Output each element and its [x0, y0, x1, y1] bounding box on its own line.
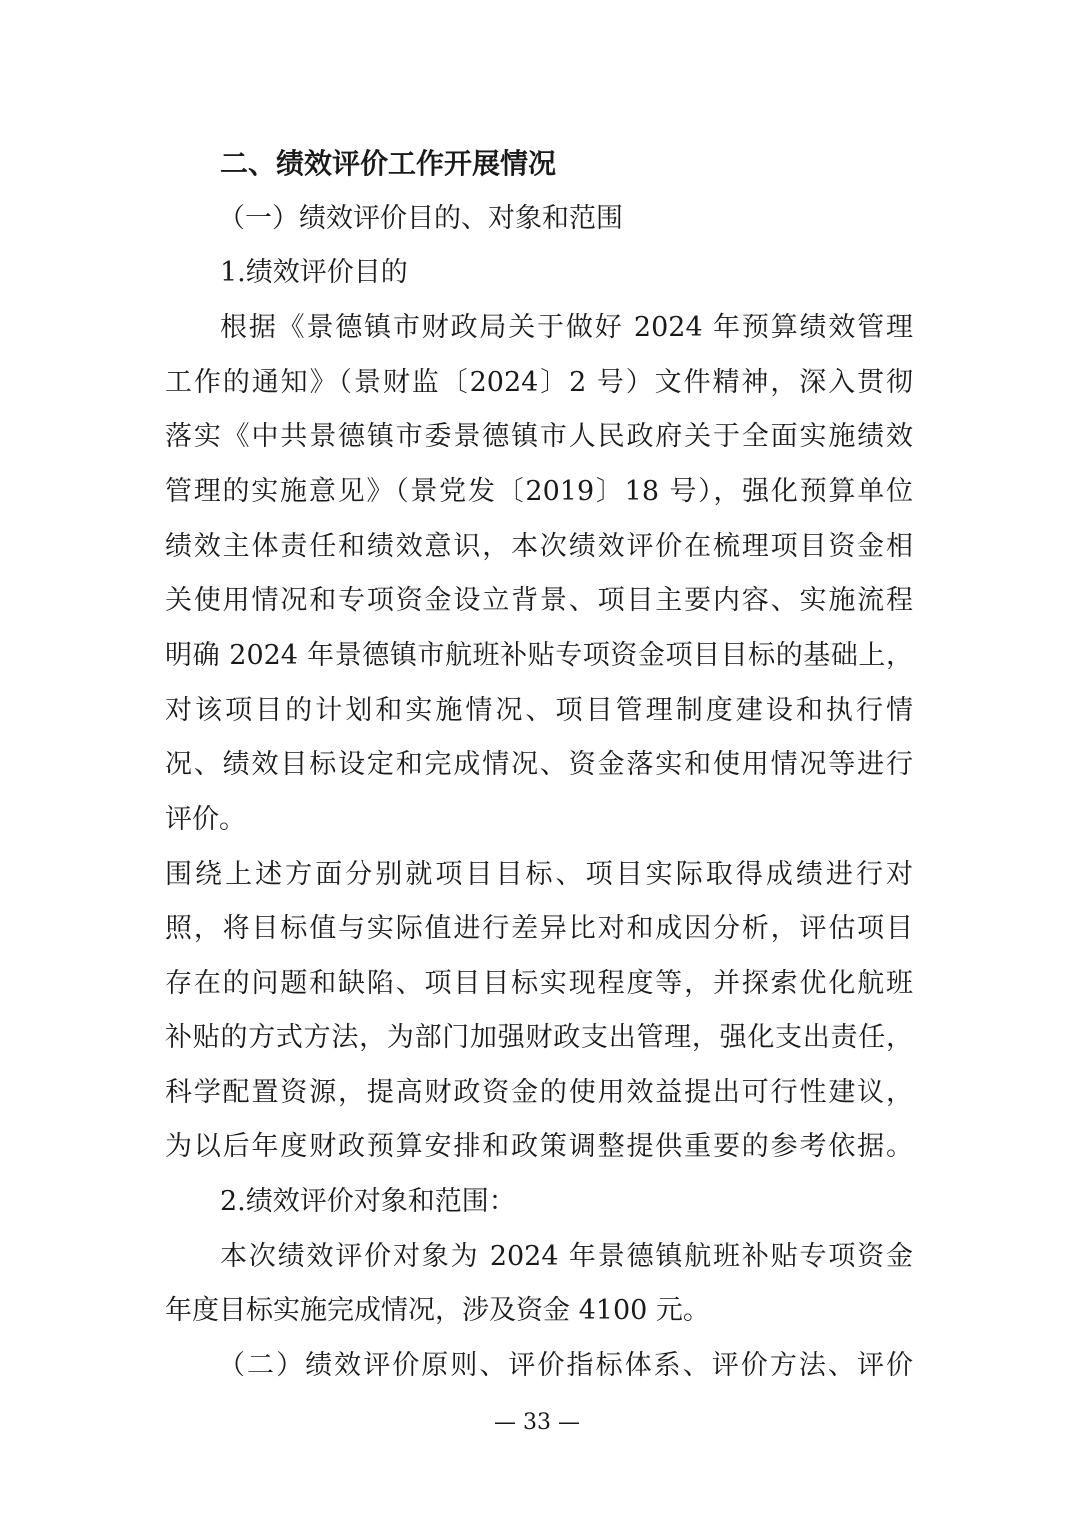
paragraph-line: 评价。 — [165, 804, 246, 835]
paragraph-line: 明确 2024 年景德镇市航班补贴专项资金项目目标的基础上， — [165, 640, 913, 671]
section-heading: 二、绩效评价工作开展情况 — [220, 147, 557, 180]
paragraph-line: 年度目标实施完成情况，涉及资金 4100 元。 — [165, 1295, 710, 1326]
paragraph-line: 根据《景德镇市财政局关于做好 2024 年预算绩效管理 — [220, 312, 913, 343]
sub-heading-principles: （二）绩效评价原则、评价指标体系、评价方法、评价 — [218, 1350, 913, 1381]
paragraph-line: 关使用情况和专项资金设立背景、项目主要内容、实施流程 — [165, 585, 913, 616]
paragraph-line: 围绕上述方面分别就项目目标、项目实际取得成绩进行对 — [165, 859, 913, 890]
paragraph-line: 对该项目的计划和实施情况、项目管理制度建设和执行情 — [165, 695, 913, 726]
paragraph-line: 本次绩效评价对象为 2024 年景德镇航班补贴专项资金 — [220, 1241, 913, 1272]
paragraph-line: 科学配置资源，提高财政资金的使用效益提出可行性建议， — [165, 1077, 913, 1108]
paragraph-line: 绩效主体责任和绩效意识，本次绩效评价在梳理项目资金相 — [165, 531, 913, 562]
paragraph-line: 工作的通知》（景财监〔2024〕2 号）文件精神，深入贯彻 — [165, 367, 913, 398]
paragraph-line: 存在的问题和缺陷、项目目标实现程度等，并探索优化航班 — [165, 968, 913, 999]
page-number: — 33 — — [494, 1410, 580, 1435]
paragraph-line: 为以后年度财政预算安排和政策调整提供重要的参考依据。 — [165, 1131, 913, 1162]
paragraph-line: 落实《中共景德镇市委景德镇市人民政府关于全面实施绩效 — [165, 421, 913, 452]
sub-heading-objectives: （一）绩效评价目的、对象和范围 — [218, 203, 623, 234]
paragraph-line: 况、绩效目标设定和完成情况、资金落实和使用情况等进行 — [165, 749, 913, 780]
paragraph-line: 管理的实施意见》（景党发〔2019〕18 号），强化预算单位 — [165, 476, 913, 507]
paragraph-line: 照，将目标值与实际值进行差异比对和成因分析，评估项目 — [165, 913, 913, 944]
item-title-purpose: 1.绩效评价目的 — [220, 257, 408, 288]
item-title-scope: 2.绩效评价对象和范围： — [220, 1186, 516, 1217]
paragraph-line: 补贴的方式方法，为部门加强财政支出管理，强化支出责任， — [165, 1022, 913, 1053]
